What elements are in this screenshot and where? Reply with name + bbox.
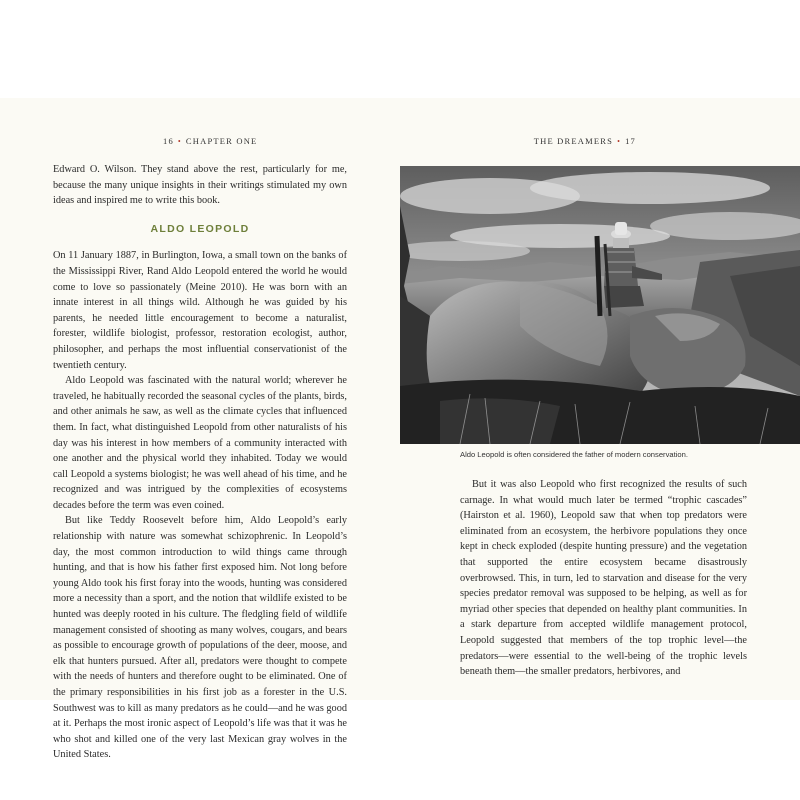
right-running-head — [534, 136, 636, 146]
body-paragraph: But it was also Leopold who first recognized the results of such carnage. In what would much later be termed “trophic cascades” (Hairston et al. 1960), Leopold saw that when top predators were eliminated from an ecosystem, the herbivore populations they once kept in check exploded (despite hunting pressure) and the vegetation that supported the entire ecosystem became disastrously overbrowsed. This, in turn, led to starvation and disease for the very species predator removal was supposed to be helping, as well as for myriad other species that depended on healthy plant communities. In a stark departure from accepted wildlife management protocol, Leopold suggested that members of the top trophic level—the predators—were essential to the well-being of the trophic levels beneath them—the smaller predators, herbivores, and — [460, 479, 747, 678]
body-paragraph: On 11 January 1887, in Burlington, Iowa, a small town on the banks of the Mississippi River, Rand Aldo Leopold entered the world he would come to love so passionately (Meine 2010). He was born with an innate interest in all things wild. Although he was guided by his parents, he needed little encouragement to become a naturalist, forester, wildlife biologist, professor, restoration ecologist, author, philosopher, and perhaps the most influential conservationist of the twentieth century. — [53, 250, 347, 371]
section-heading: ALDO LEOPOLD — [150, 222, 250, 235]
book-section-title: THE DREAMERS — [533, 136, 614, 146]
left-page-number: 16 — [163, 136, 174, 146]
right-page-number: 17 — [625, 136, 636, 146]
book-spread — [0, 98, 800, 761]
body-paragraph: But like Teddy Roosevelt before him, Aldo Leopold’s early relationship with nature was somewhat schizophrenic. In Leopold’s day, the most common introduction to wild things came through hunting, and that is how his father first exposed him. Not long before young Aldo took his first foray into the woods, hunting was considered more a necessity than a sport, and the notion that wildlife existed to be hunted was deeply rooted in his culture. The fledgling field of wildlife management consisted of shooting as many wolves, cougars, and bears as possible to encourage growth of populations of the deer, moose, and elk that hunters pursued. After all, predators were thought to compete with the needs of hunters and therefore ought to be eliminated. One of the primary responsibilities in his first job as a forester in the U.S. Southwest was to kill as many predators as he could—and he was good at it. Perhaps the most ironic aspect of Leopold’s life was that it was he who shot and killed one of the very last Mexican gray wolves in the United States. — [53, 515, 347, 761]
body-paragraph: Aldo Leopold was fascinated with the natural world; wherever he traveled, he habitually recorded the seasonal cycles of the plants, birds, and other animals he saw, as well as the climate cycles that influenced them. In fact, what distinguished Leopold from other naturalists of his day was his interest in how members of a community interacted with one another and the physical world they inhabited. Today we would call Leopold a systems biologist; he was well ahead of his time, and he recognized and was intrigued by the complexities of ecosystems decades before the term was even coined. — [53, 375, 347, 511]
bullet-separator: • — [177, 137, 182, 146]
aldo-leopold-photo — [400, 166, 800, 444]
photo-image — [400, 166, 800, 444]
left-page — [0, 98, 400, 761]
opening-paragraph: Edward O. Wilson. They stand above the rest, particularly for me, because the many unique insights in their writings stimulated my own ideas and inspired me to write this book. — [53, 164, 347, 207]
left-running-head — [163, 136, 257, 146]
bullet-separator: • — [617, 137, 622, 146]
left-body-text — [53, 162, 347, 763]
photo-caption: Aldo Leopold is often considered the father of modern conservation. — [460, 450, 688, 459]
chapter-label: CHAPTER ONE — [185, 136, 258, 146]
right-body-text — [460, 477, 747, 680]
